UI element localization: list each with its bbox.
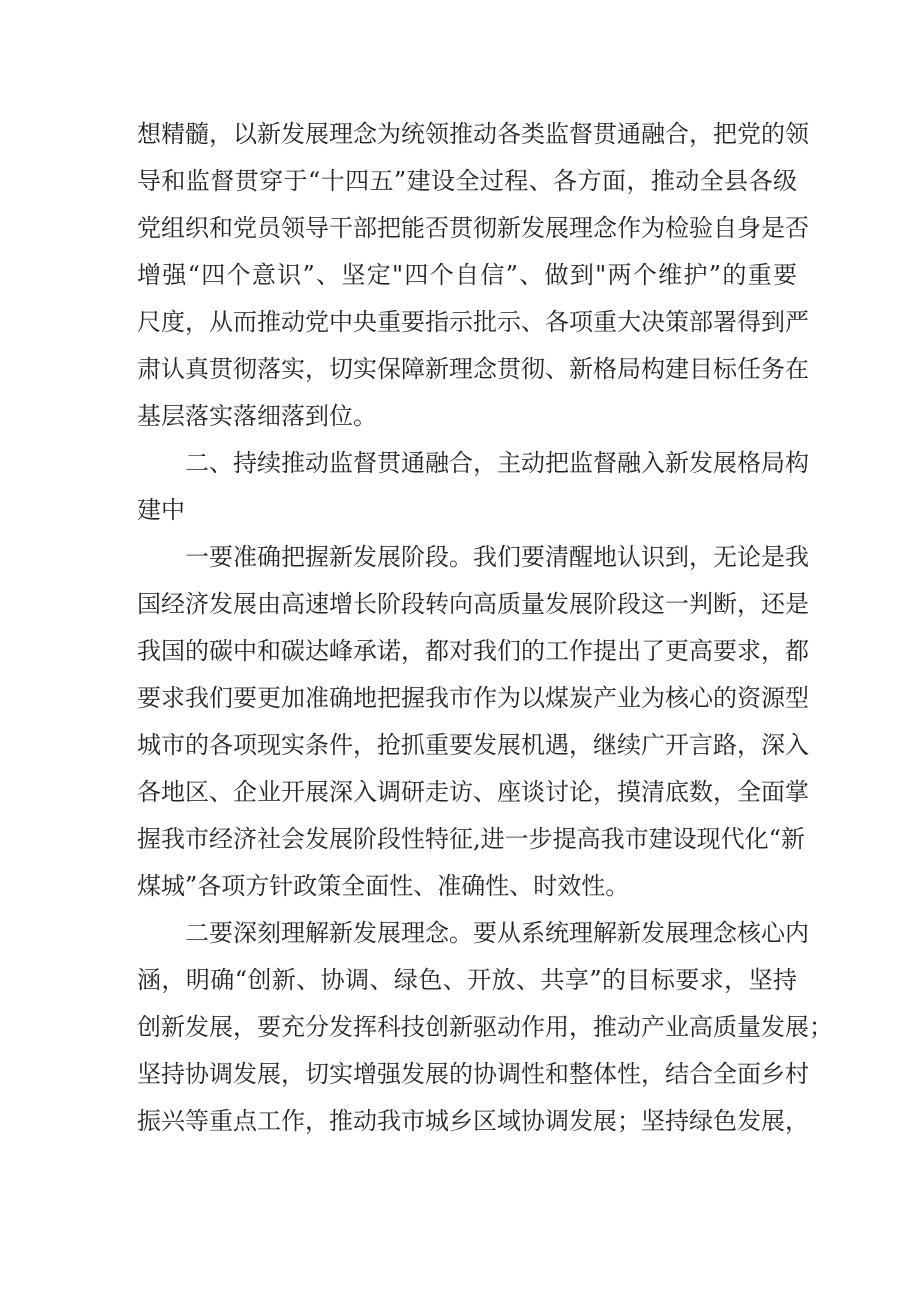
text-line: 基层落实落细落到位。 [137, 402, 377, 430]
text-line: 涵，明确“创新、协调、绿色、开放、共享”的目标要求，坚持 [137, 966, 797, 994]
text-line: 一要准确把握新发展阶段。我们要清醒地认识到，无论是我 [185, 543, 809, 571]
text-line: 党组织和党员领导干部把能否贯彻新发展理念作为检验自身是否 [137, 214, 809, 242]
section-heading-line: 建中 [137, 496, 185, 524]
text-line: 坚持协调发展，切实增强发展的协调性和整体性，结合全面乡村 [137, 1060, 809, 1088]
text-line: 导和监督贯穿于“十四五”建设全过程、各方面，推动全县各级 [137, 167, 797, 195]
text-line: 要求我们要更加准确地把握我市作为以煤炭产业为核心的资源型 [137, 684, 809, 712]
text-line: 二要深刻理解新发展理念。要从系统理解新发展理念核心内 [185, 919, 809, 947]
text-line: 尺度，从而推动党中央重要指示批示、各项重大决策部署得到严 [137, 308, 809, 336]
text-line: 创新发展，要充分发挥科技创新驱动作用，推动产业高质量发展； [137, 1013, 833, 1041]
text-line: 振兴等重点工作，推动我市城乡区域协调发展；坚持绿色发展， [137, 1107, 809, 1135]
text-line: 想精髓，以新发展理念为统领推动各类监督贯通融合，把党的领 [137, 120, 809, 148]
text-line: 煤城”各项方针政策全面性、准确性、时效性。 [137, 872, 630, 900]
text-line: 握我市经济社会发展阶段性特征,进一步提高我市建设现代化“新 [137, 825, 805, 853]
text-line: 我国的碳中和碳达峰承诺，都对我们的工作提出了更高要求，都 [137, 637, 809, 665]
text-line: 城市的各项现实条件，抢抓重要发展机遇，继续广开言路，深入 [137, 731, 809, 759]
text-line: 各地区、企业开展深入调研走访、座谈讨论，摸清底数，全面掌 [137, 778, 809, 806]
text-line: 肃认真贯彻落实，切实保障新理念贯彻、新格局构建目标任务在 [137, 355, 809, 383]
text-line: 国经济发展由高速增长阶段转向高质量发展阶段这一判断，还是 [137, 590, 809, 618]
section-heading-line: 二、持续推动监督贯通融合，主动把监督融入新发展格局构 [185, 449, 809, 477]
text-line: 增强“四个意识”、坚定"四个自信”、做到"两个维护”的重要 [137, 261, 797, 289]
body-text [137, 111, 833, 1145]
